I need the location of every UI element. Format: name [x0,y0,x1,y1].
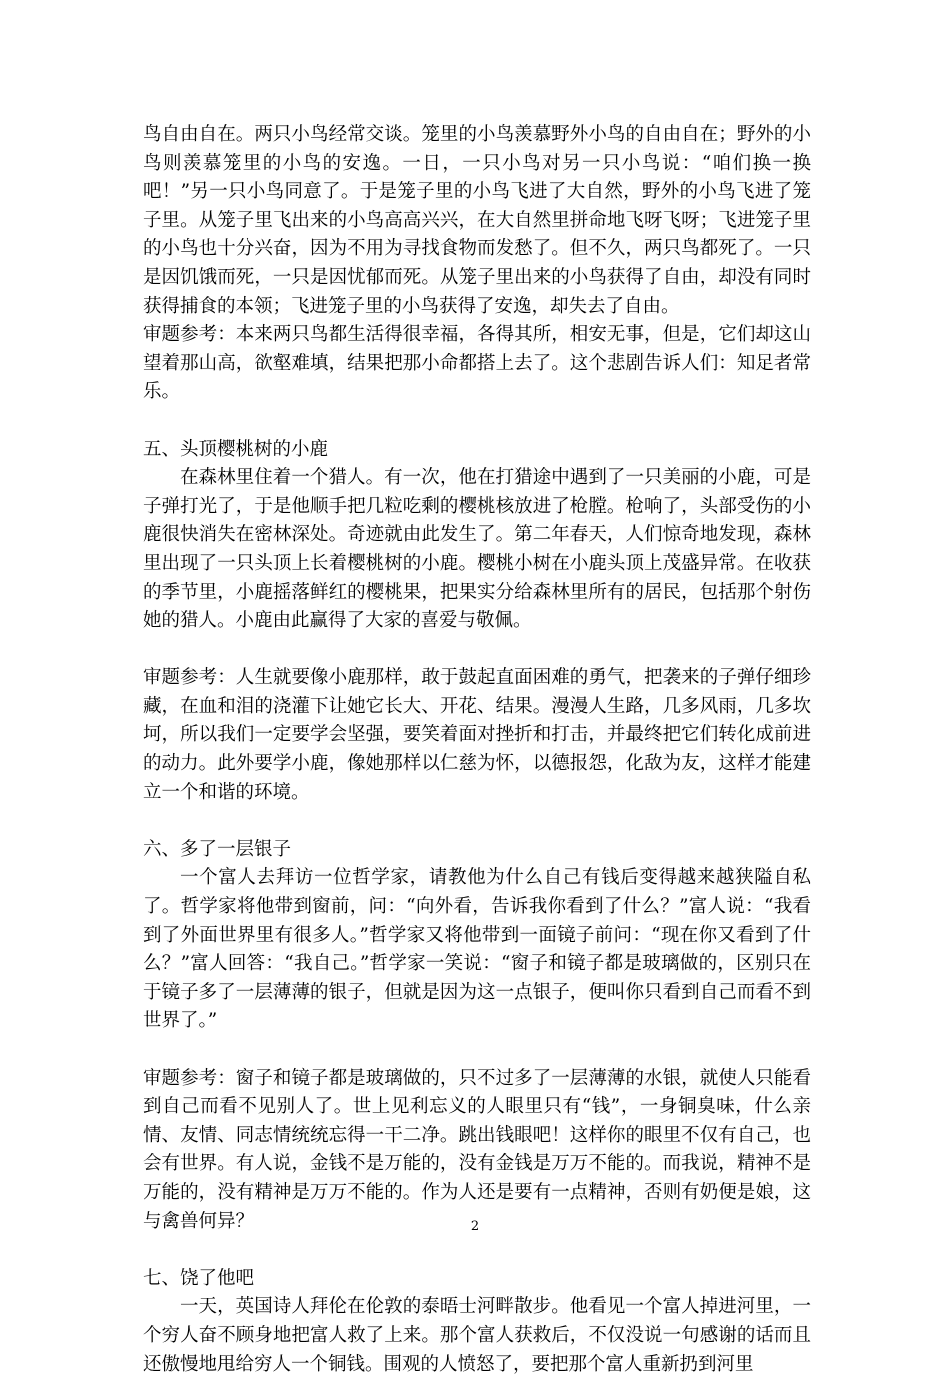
section-heading-6: 六、多了一层银子 [143,838,292,860]
blank-line [143,636,811,665]
paragraph-deer-commentary: 审题参考：人生就要像小鹿那样，敢于鼓起直面困难的勇气，把袭来的子弹仔细珍藏，在血和泪的浇灌下让她它长大、开花、结果。漫漫人生路，几多风雨，几多坎坷，所以我们一定要学会坚强，要笑着面对挫折和打击，并最终把它们转化成前进的动力。此外要学小鹿，像她那样以仁慈为怀，以德报怨，化敌为友，这样才能建立一个和谐的环境。 [143,667,811,803]
paragraph-silver-commentary: 审题参考：窗子和镜子都是玻璃做的，只不过多了一层薄薄的水银，就使人只能看到自己而看不见别人了。世上见利忘义的人眼里只有“钱”，一身铜臭味，什么亲情、友情、同志情统统忘得一干二净。跳出钱眼吧！这样你的眼里不仅有自己，也会有世界。有人说，金钱不是万能的，没有金钱是万万不能的。而我说，精神不是万能的，没有精神是万万不能的。作为人还是要有一点精神，否则有奶便是娘，这与禽兽何异？ [143,1067,811,1232]
paragraph-deer-story: 在森林里住着一个猎人。有一次，他在打猎途中遇到了一只美丽的小鹿，可是子弹打光了，于是他顺手把几粒吃剩的樱桃核放进了枪膛。枪响了，头部受伤的小鹿很快消失在密林深处。奇迹就由此发生了。第二年春天，人们惊奇地发现，森林里出现了一只头顶上长着樱桃树的小鹿。樱桃小树在小鹿头顶上茂盛异常。在收获的季节里，小鹿摇落鲜红的樱桃果，把果实分给森林里所有的居民，包括那个射伤她的猎人。小鹿由此赢得了大家的喜爱与敬佩。 [143,467,811,632]
paragraph-birds-story-end: 鸟自由自在。两只小鸟经常交谈。笼里的小鸟羡慕野外小鸟的自由自在；野外的小鸟则羡慕笼里的小鸟的安逸。一日，一只小鸟对另一只小鸟说：“咱们换一换吧！”另一只小鸟同意了。于是笼子里的小鸟飞进了大自然，野外的小鸟飞进了笼子里。从笼子里飞出来的小鸟高高兴兴，在大自然里拼命地飞呀飞呀；飞进笼子里的小鸟也十分兴奋，因为不用为寻找食物而发愁了。但不久，两只鸟都死了。一只是因饥饿而死，一只是因忧郁而死。从笼子里出来的小鸟获得了自由，却没有同时获得捕食的本领；飞进笼子里的小鸟获得了安逸，却失去了自由。 [143,124,811,317]
page-number: 2 [470,1219,480,1234]
section-heading-7: 七、饶了他吧 [143,1267,255,1289]
blank-line [143,1236,811,1265]
paragraph-byron-story: 一天，英国诗人拜伦在伦敦的泰晤士河畔散步。他看见一个富人掉进河里，一个穷人奋不顾身地把富人救了上来。那个富人获救后，不仅没说一句感谢的话而且还傲慢地甩给穷人一个铜钱。围观的人愤怒了，要把那个富人重新扔到河里 [143,1296,811,1375]
blank-line [143,1036,811,1065]
blank-line [143,807,811,836]
document-body [143,121,811,1379]
blank-line [143,407,811,436]
section-heading-5: 五、头顶樱桃树的小鹿 [143,438,329,460]
paragraph-silver-story: 一个富人去拜访一位哲学家，请教他为什么自己有钱后变得越来越狭隘自私了。哲学家将他带到窗前，问：“向外看，告诉我你看到了什么？”富人说：“我看到了外面世界里有很多人。”哲学家又将他带到一面镜子前问：“现在你又看到了什么？”富人回答：“我自己。”哲学家一笑说：“窗子和镜子都是玻璃做的，区别只在于镜子多了一层薄薄的银子，但就是因为这一点银子，便叫你只看到自己而看不到世界了。” [143,867,811,1032]
paragraph-birds-commentary: 审题参考：本来两只鸟都生活得很幸福，各得其所，相安无事，但是，它们却这山望着那山高，欲壑难填，结果把那小命都搭上去了。这个悲剧告诉人们：知足者常乐。 [143,324,811,403]
